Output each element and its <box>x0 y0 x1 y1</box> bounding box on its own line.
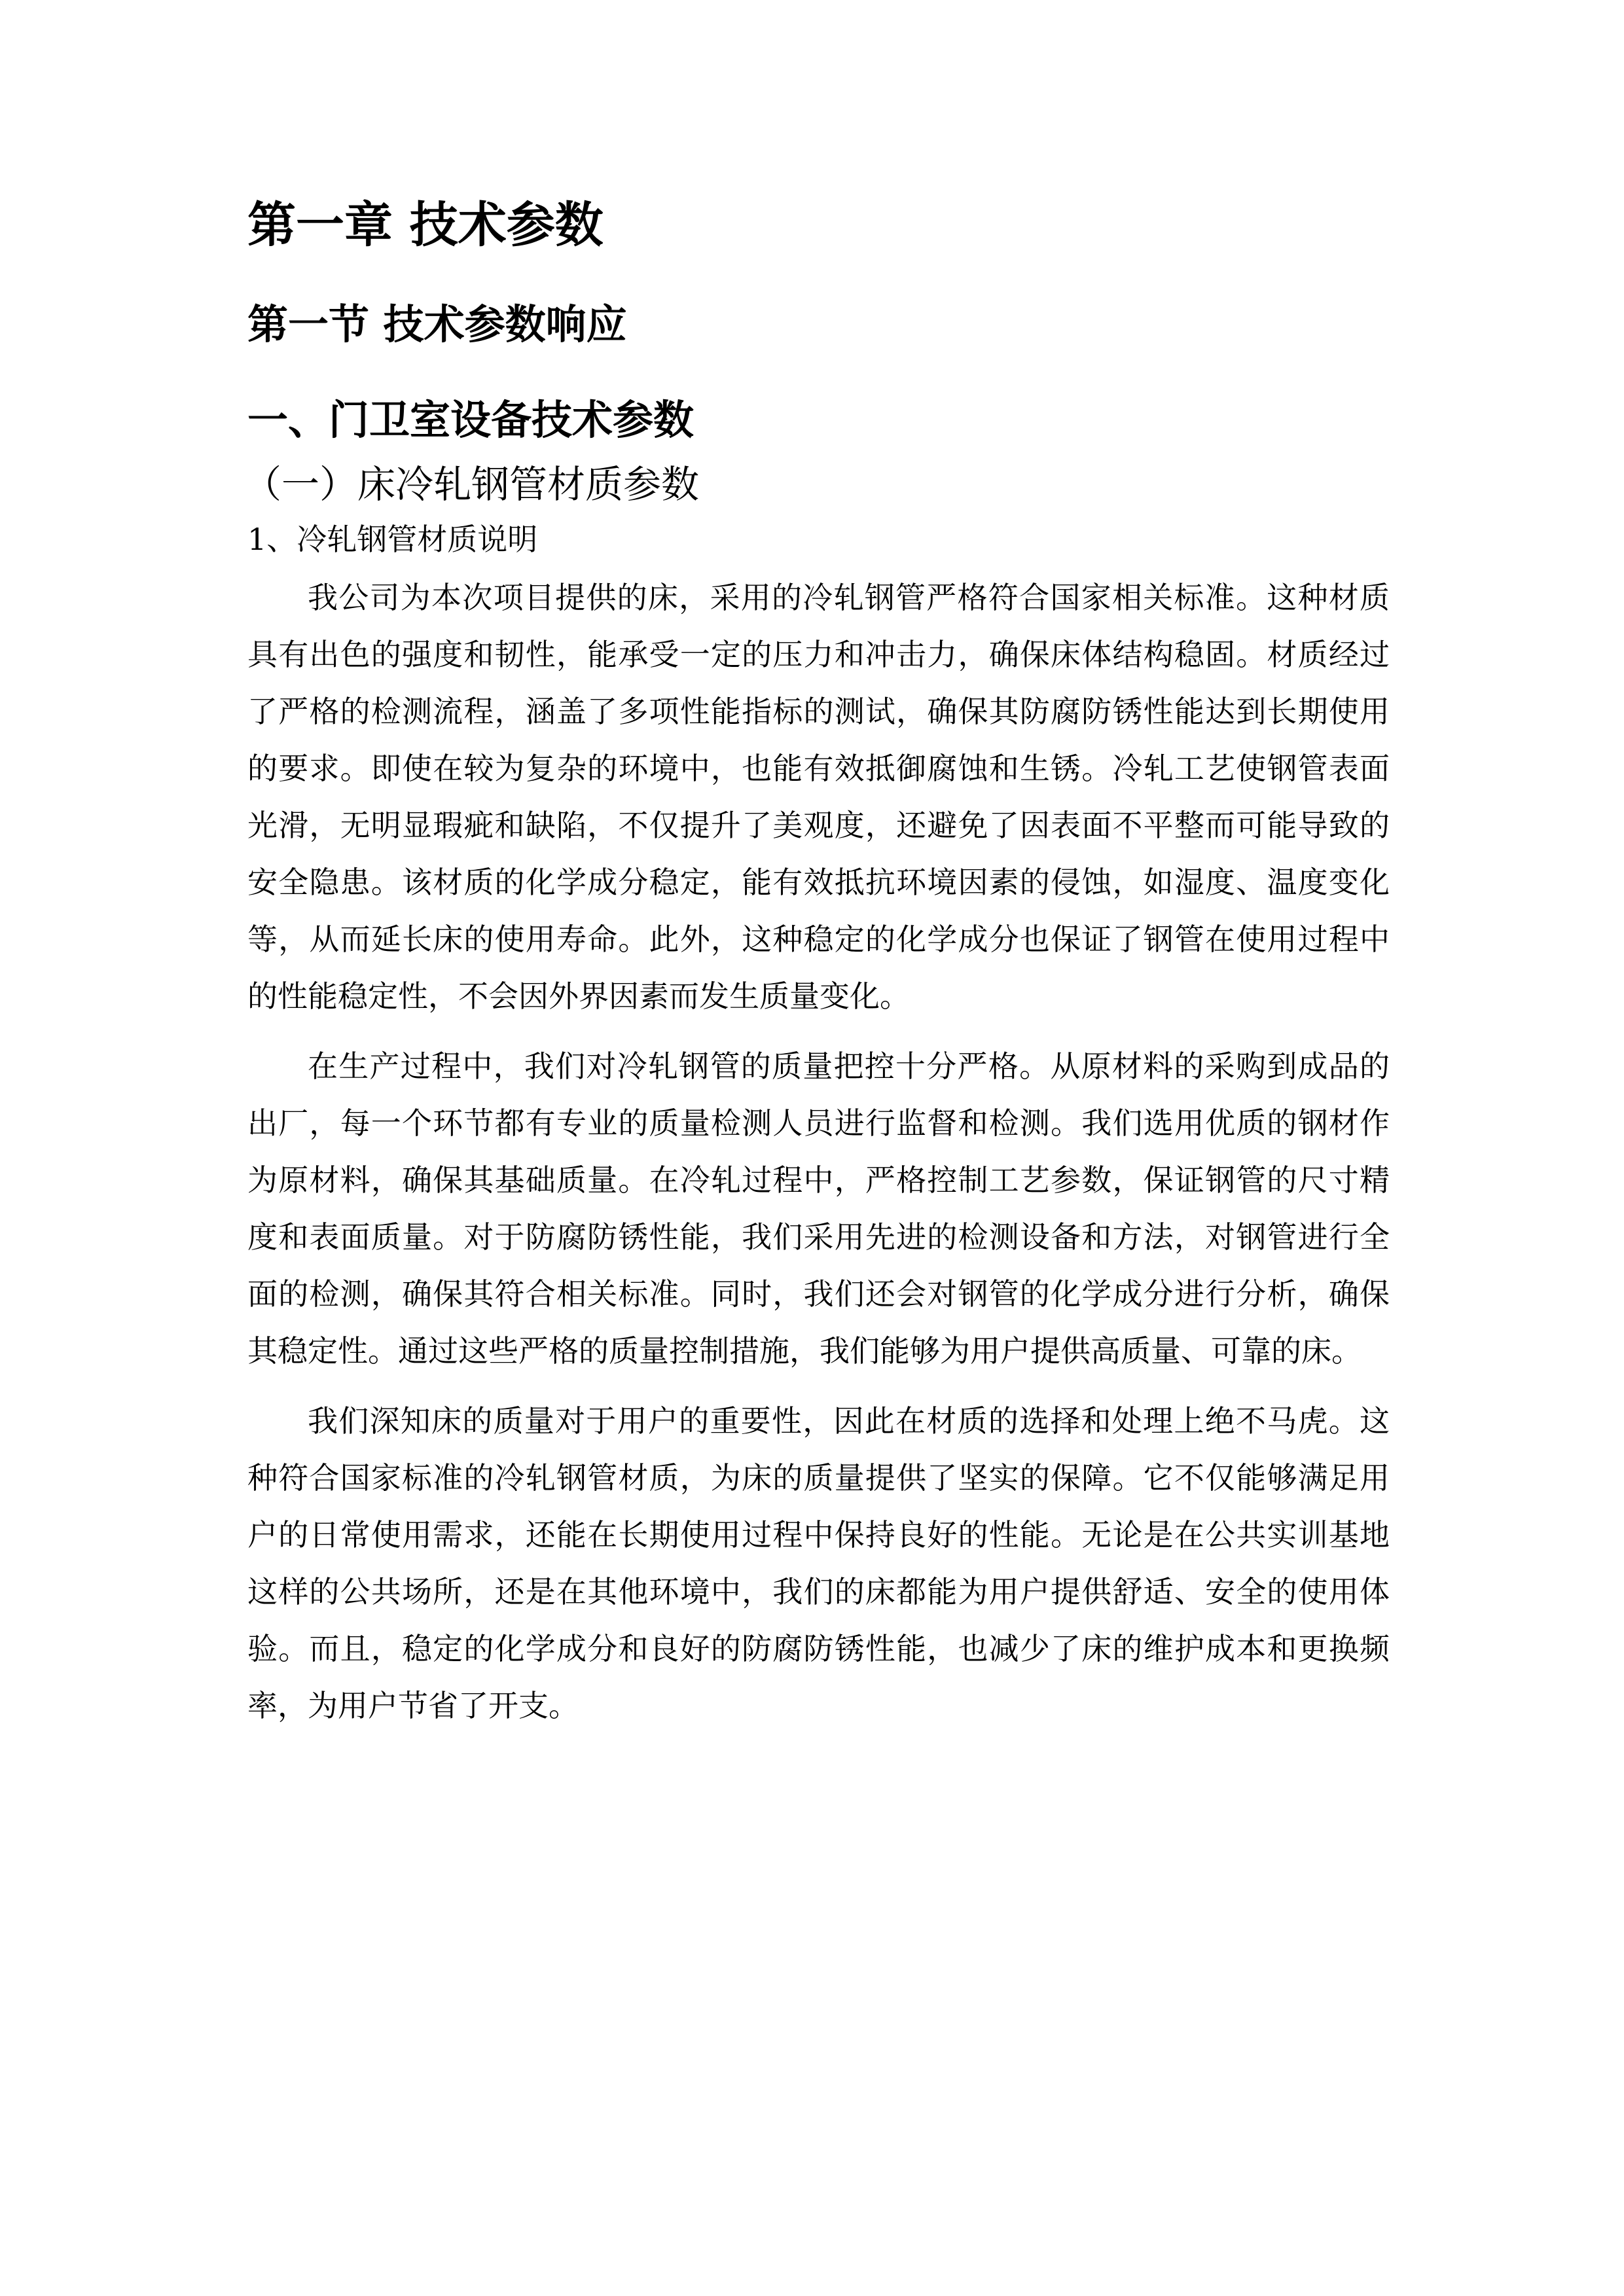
body-paragraph-1: 我公司为本次项目提供的床，采用的冷轧钢管严格符合国家相关标准。这种材质具有出色的强度和韧性，能承受一定的压力和冲击力，确保床体结构稳固。材质经过了严格的检测流程，涵盖了多项性能指标的测试，确保其防腐防锈性能达到长期使用的要求。即使在较为复杂的环境中，也能有效抵御腐蚀和生锈。冷轧工艺使钢管表面光滑，无明显瑕疵和缺陷，不仅提升了美观度，还避免了因表面不平整而可能导致的安全隐患。该材质的化学成分稳定，能有效抵抗环境因素的侵蚀，如湿度、温度变化等，从而延长床的使用寿命。此外，这种稳定的化学成分也保证了钢管在使用过程中的性能稳定性，不会因外界因素而发生质量变化。 <box>247 580 1390 1014</box>
body-paragraph-3: 我们深知床的质量对于用户的重要性，因此在材质的选择和处理上绝不马虎。这种符合国家标准的冷轧钢管材质，为床的质量提供了坚实的保障。它不仅能够满足用户的日常使用需求，还能在长期使用过程中保持良好的性能。无论是在公共实训基地这样的公共场所，还是在其他环境中，我们的床都能为用户提供舒适、安全的使用体验。而且，稳定的化学成分和良好的防腐防锈性能，也减少了床的维护成本和更换频率，为用户节省了开支。 <box>247 1403 1390 1724</box>
chapter-heading: 第一章 技术参数 <box>247 197 604 253</box>
item-heading: 1、冷轧钢管材质说明 <box>247 522 538 558</box>
page-content <box>244 196 1390 1748</box>
section-heading: 第一节 技术参数响应 <box>247 300 627 348</box>
body-paragraph-2: 在生产过程中，我们对冷轧钢管的质量把控十分严格。从原材料的采购到成品的出厂，每一个环节都有专业的质量检测人员进行监督和检测。我们选用优质的钢材作为原材料，确保其基础质量。在冷轧过程中，严格控制工艺参数，保证钢管的尺寸精度和表面质量。对于防腐防锈性能，我们采用先进的检测设备和方法，对钢管进行全面的检测，确保其符合相关标准。同时，我们还会对钢管的化学成分进行分析，确保其稳定性。通过这些严格的质量控制措施，我们能够为用户提供高质量、可靠的床。 <box>247 1049 1390 1369</box>
subsection-heading: 一、门卫室设备技术参数 <box>247 396 695 444</box>
subsubsection-heading: （一）床冷轧钢管材质参数 <box>244 461 700 507</box>
